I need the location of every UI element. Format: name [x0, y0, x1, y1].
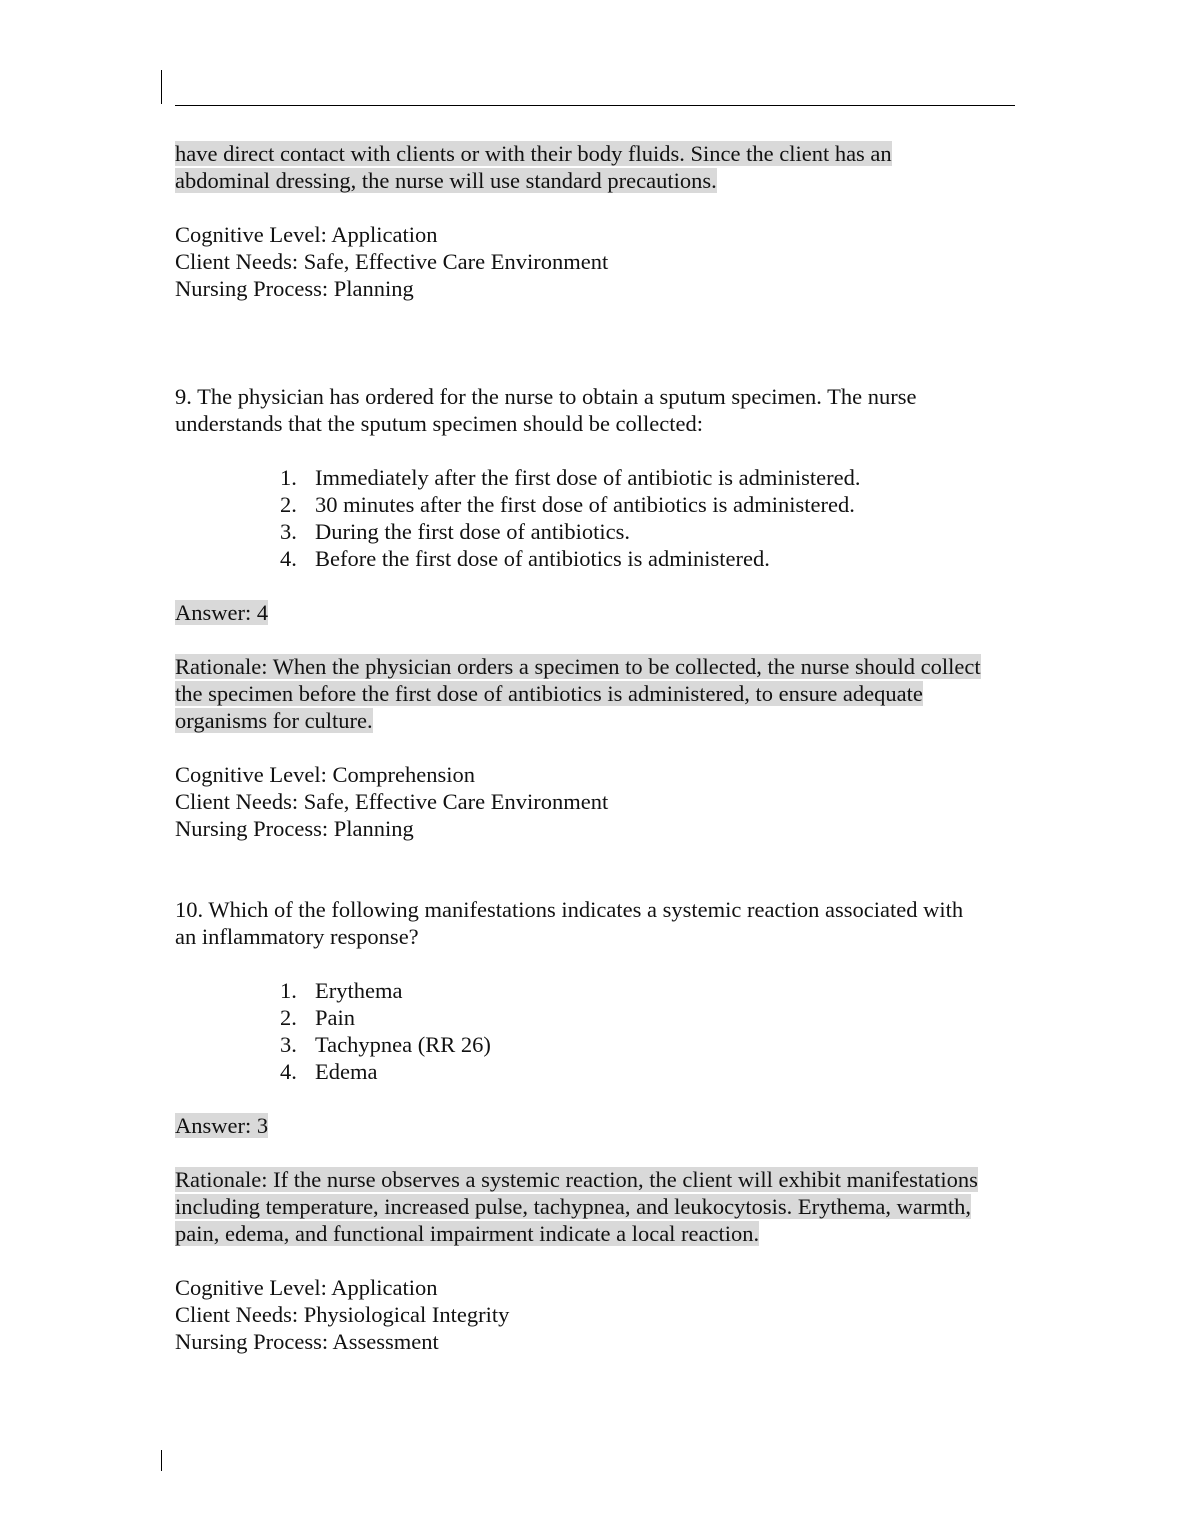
option-text: Erythema: [315, 978, 403, 1003]
list-item: [280, 1058, 1025, 1085]
option-text: Before the first dose of antibiotics is administered.: [315, 546, 770, 571]
question-stem: 10. Which of the following manifestations indicates a systemic reaction associated with: [175, 897, 964, 922]
cognitive-level: Cognitive Level: Application: [175, 1275, 438, 1300]
answer: Answer: 3: [175, 1113, 269, 1138]
rationale-line: the specimen before the first dose of antibiotics is administered, to ensure adequate: [175, 681, 923, 706]
option-number: 1.: [280, 978, 297, 1003]
client-needs: Client Needs: Physiological Integrity: [175, 1302, 510, 1327]
document-body: [175, 140, 1025, 1355]
change-bar-bottom: [161, 1450, 162, 1471]
question-stem: understands that the sputum specimen should be collected:: [175, 411, 704, 436]
continuation-line: abdominal dressing, the nurse will use standard precautions.: [175, 168, 717, 193]
option-text: Pain: [315, 1005, 356, 1030]
option-number: 2.: [280, 1005, 297, 1030]
option-number: 1.: [280, 465, 297, 490]
client-needs: Client Needs: Safe, Effective Care Environment: [175, 249, 609, 274]
option-text: During the first dose of antibiotics.: [315, 519, 630, 544]
rationale-line: Rationale: If the nurse observes a systemic reaction, the client will exhibit manifestations: [175, 1167, 978, 1192]
nursing-process: Nursing Process: Planning: [175, 816, 414, 841]
option-number: 2.: [280, 492, 297, 517]
option-text: Tachypnea (RR 26): [315, 1032, 491, 1057]
rationale-line: organisms for culture.: [175, 708, 373, 733]
answer-options: [175, 977, 1025, 1085]
list-item: [280, 491, 1025, 518]
rationale-line: Rationale: When the physician orders a specimen to be collected, the nurse should collect: [175, 654, 981, 679]
list-item: [280, 1031, 1025, 1058]
option-text: Edema: [315, 1059, 378, 1084]
list-item: [280, 977, 1025, 1004]
cognitive-level: Cognitive Level: Comprehension: [175, 762, 475, 787]
cognitive-level: Cognitive Level: Application: [175, 222, 438, 247]
answer-options: [175, 464, 1025, 572]
client-needs: Client Needs: Safe, Effective Care Environment: [175, 789, 609, 814]
option-number: 3.: [280, 1032, 297, 1057]
change-bar-top: [161, 70, 162, 104]
nursing-process: Nursing Process: Assessment: [175, 1329, 439, 1354]
option-number: 4.: [280, 1059, 297, 1084]
list-item: [280, 545, 1025, 572]
option-text: 30 minutes after the first dose of antibiotics is administered.: [315, 492, 855, 517]
option-number: 4.: [280, 546, 297, 571]
question-stem: an inflammatory response?: [175, 924, 419, 949]
answer: Answer: 4: [175, 600, 269, 625]
rationale-line: pain, edema, and functional impairment indicate a local reaction.: [175, 1221, 760, 1246]
header-rule: [175, 105, 1015, 106]
list-item: [280, 518, 1025, 545]
option-text: Immediately after the first dose of antibiotic is administered.: [315, 465, 861, 490]
option-number: 3.: [280, 519, 297, 544]
question-stem: 9. The physician has ordered for the nurse to obtain a sputum specimen. The nurse: [175, 384, 917, 409]
list-item: [280, 1004, 1025, 1031]
rationale-line: including temperature, increased pulse, tachypnea, and leukocytosis. Erythema, warmth,: [175, 1194, 971, 1219]
continuation-line: have direct contact with clients or with their body fluids. Since the client has an: [175, 141, 892, 166]
list-item: [280, 464, 1025, 491]
nursing-process: Nursing Process: Planning: [175, 276, 414, 301]
